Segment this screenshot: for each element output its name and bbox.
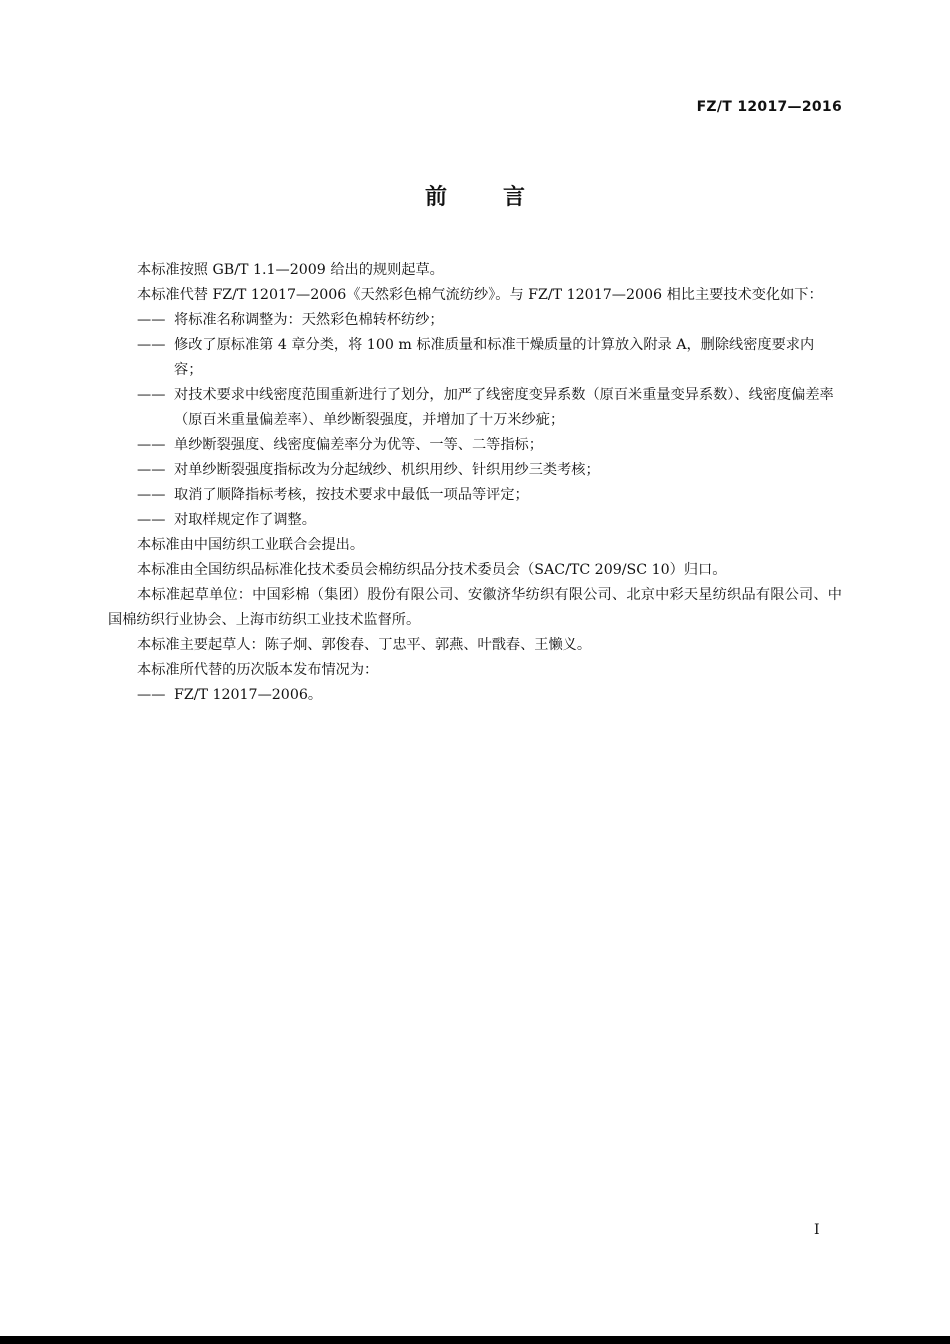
dash-mark: —— [137, 512, 166, 528]
change-item [108, 433, 842, 458]
dash-mark: —— [137, 687, 166, 703]
paragraph: 本标准主要起草人：陈子炯、郭俊春、丁忠平、郭燕、叶戬春、王懒义。 [137, 637, 592, 653]
footer-bar [0, 1336, 950, 1344]
change-item [108, 483, 842, 508]
change-item [108, 308, 842, 333]
dash-mark: —— [137, 462, 166, 478]
paragraph: 本标准由中国纺织工业联合会提出。 [137, 537, 365, 553]
change-item-text: 对技术要求中线密度范围重新进行了划分，加严了线密度变异系数（原百米重量变异系数）、线密度偏差率（原百米重量偏差率）、单纱断裂强度，并增加了十万米纱疵； [174, 387, 834, 428]
history-item-text: FZ/T 12017—2006。 [174, 687, 323, 703]
document-body [108, 258, 842, 708]
standard-code: FZ/T 12017—2016 [696, 99, 842, 115]
change-item-text: 取消了顺降指标考核，按技术要求中最低一项品等评定； [174, 487, 529, 503]
paragraph: 本标准所代替的历次版本发布情况为： [137, 662, 379, 678]
change-item [108, 458, 842, 483]
dash-mark: —— [137, 387, 166, 403]
paragraph: 本标准代替 FZ/T 12017—2006《天然彩色棉气流纺纱》。与 FZ/T 12017—2006 相比主要技术变化如下： [137, 287, 823, 303]
change-item-text: 将标准名称调整为：天然彩色棉转杯纺纱； [174, 312, 444, 328]
change-item [108, 383, 842, 433]
change-item [108, 508, 842, 533]
change-item-text: 对单纱断裂强度指标改为分起绒纱、机织用纱、针织用纱三类考核； [174, 462, 600, 478]
dash-mark: —— [137, 337, 166, 353]
change-item-text: 单纱断裂强度、线密度偏差率分为优等、一等、二等指标； [174, 437, 543, 453]
change-item-text: 修改了原标准第 4 章分类，将 100 m 标准质量和标准干燥质量的计算放入附录 A，删除线密度要求内容； [174, 337, 815, 378]
change-item [108, 333, 842, 383]
paragraph: 本标准起草单位：中国彩棉（集团）股份有限公司、安徽济华纺织有限公司、北京中彩天星纺织品有限公司、中国棉纺织行业协会、上海市纺织工业技术监督所。 [108, 587, 842, 628]
page-title: 前言 [424, 185, 581, 210]
paragraph: 本标准按照 GB/T 1.1—2009 给出的规则起草。 [137, 262, 444, 278]
dash-mark: —— [137, 487, 166, 503]
change-item-text: 对取样规定作了调整。 [174, 512, 316, 528]
page-number: I [814, 1222, 820, 1238]
dash-mark: —— [137, 312, 166, 328]
history-item [108, 683, 842, 708]
paragraph: 本标准由全国纺织品标准化技术委员会棉纺织品分技术委员会（SAC/TC 209/SC 10）归口。 [137, 562, 727, 578]
dash-mark: —— [137, 437, 166, 453]
